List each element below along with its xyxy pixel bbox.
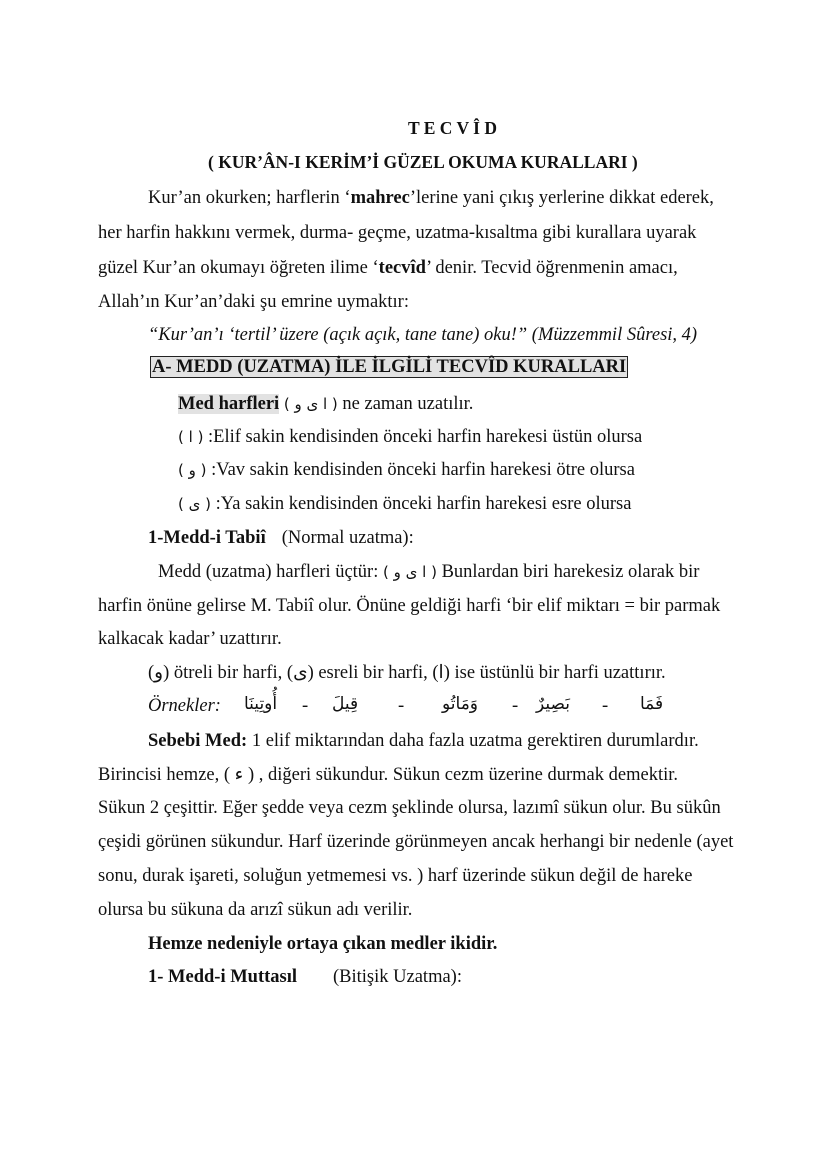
example-separator: - (512, 696, 519, 716)
medd-tabii-line-2: harfin önüne gelirse M. Tabiî olur. Önüne geldiği harfi ‘bir elif miktarı = bir parmak (98, 596, 721, 616)
sebebi-med-line-1: Sebebi Med: 1 elif miktarından daha fazla uzatma gerektiren durumlardır. (148, 731, 699, 751)
intro-line-3: güzel Kur’an okumayı öğreten ilime ‘tecvîd’ denir. Tecvid öğrenmenin amacı, (98, 258, 678, 278)
example-separator: - (602, 696, 609, 716)
example-5: فَمَا (640, 694, 664, 714)
sebebi-med-line-2: Birincisi hemze, ( ء ) , diğeri sükundur. Sükun cezm üzerine durmak demektir. (98, 765, 679, 785)
example-3: وَمَاتُو (442, 694, 479, 714)
example-separator: - (302, 696, 309, 716)
section-a-heading: A- MEDD (UZATMA) İLE İLGİLİ TECVÎD KURALLARI (152, 357, 627, 377)
sebebi-med-line-3: Sükun 2 çeşittir. Eğer şedde veya cezm şeklinde olursa, lazımî sükun olur. Bu sükûn (98, 798, 721, 818)
medd-tabii-heading: 1-Medd-i Tabiî (Normal uzatma): (148, 528, 414, 548)
sebebi-med-line-4: çeşidi görünen sükundur. Harf üzerinde görünmeyen ancak herhangi bir nedenle (ayet (98, 832, 734, 852)
example-2: قِيلَ (332, 694, 359, 714)
hemze-heading: Hemze nedeniyle ortaya çıkan medler ikidir. (148, 934, 498, 954)
medd-muttasil-heading: 1- Medd-i Muttasıl (Bitişik Uzatma): (148, 967, 462, 987)
example-4: بَصِيرٌ (536, 694, 570, 714)
medd-tabii-line-1: Medd (uzatma) harfleri üçtür: ( ا ى و ) Bunlardan biri harekesiz olarak bir (158, 562, 700, 582)
example-separator: - (398, 696, 405, 716)
page-subtitle: ( KUR’ÂN-I KERİM’İ GÜZEL OKUMA KURALLARI ) (208, 152, 638, 172)
medd-tabii-line-3: kalkacak kadar’ uzattırır. (98, 629, 282, 649)
rule-elif: ( ا ) :Elif sakin kendisinden önceki harfin harekesi üstün olursa (178, 427, 643, 447)
intro-line-1: Kur’an okurken; harflerin ‘mahrec’lerine yani çıkış yerlerine dikkat ederek, (148, 188, 714, 208)
sebebi-med-line-5: sonu, durak işareti, soluğun yetmemesi vs. ) harf üzerinde sükun değil de hareke (98, 866, 693, 886)
examples-label: Örnekler: (148, 696, 221, 716)
rule-ya: ( ى ) :Ya sakin kendisinden önceki harfin harekesi esre olursa (178, 494, 632, 514)
sebebi-med-line-6: olursa bu sükuna da arızî sükun adı verilir. (98, 900, 413, 920)
intro-line-2: her harfin hakkını vermek, durma- geçme, uzatma-kısaltma gibi kurallara uyarak (98, 223, 697, 243)
med-harfleri-line: Med harfleri ( ا ى و ) ne zaman uzatılır. (178, 394, 474, 414)
medd-tabii-line-4: (و) ötreli bir harfi, (ى) esreli bir harfi, (ا) ise üstünlü bir harfi uzattırır. (148, 663, 666, 683)
rule-vav: ( و ) :Vav sakin kendisinden önceki harfin harekesi ötre olursa (178, 460, 635, 480)
quote-line: “Kur’an’ı ‘tertil’ üzere (açık açık, tane tane) oku!” (Müzzemmil Sûresi, 4) (148, 325, 698, 345)
intro-line-4: Allah’ın Kur’an’daki şu emrine uymaktır: (98, 292, 409, 312)
page-title: T E C V Î D (408, 118, 497, 138)
example-1: أُوتِينَا (244, 694, 278, 714)
